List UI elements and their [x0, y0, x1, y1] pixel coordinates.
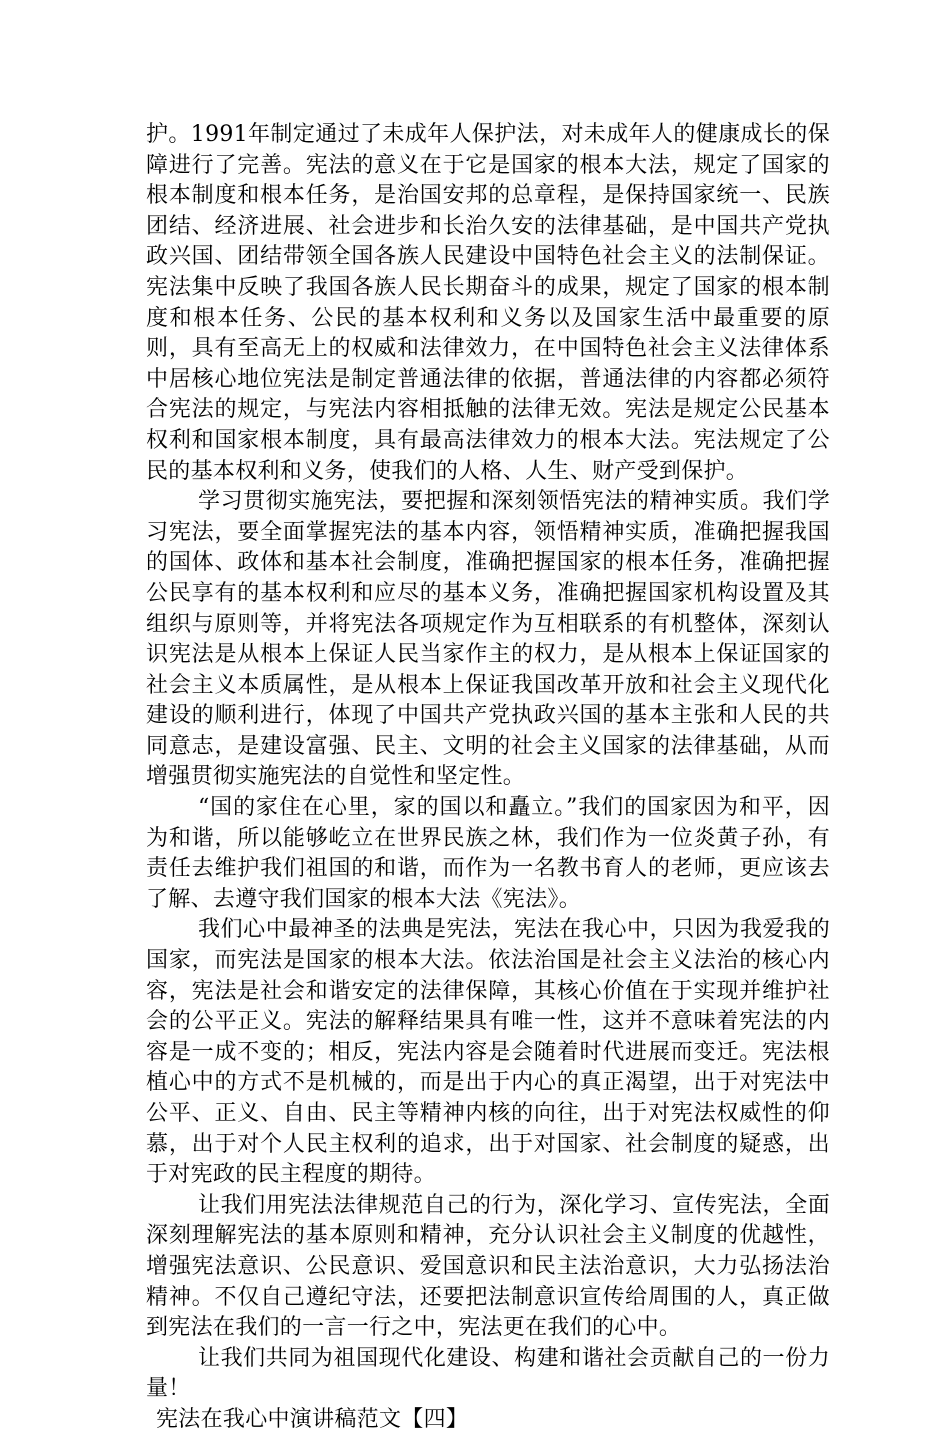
document-page — [146, 120, 830, 1436]
paragraph-6: 让我们共同为祖国现代化建设、构建和谐社会贡献自己的一份力量！ — [146, 1345, 830, 1402]
paragraph-1: 护。1991年制定通过了未成年人保护法，对未成年人的健康成长的保障进行了完善。宪法的意义在于它是国家的根本大法，规定了国家的根本制度和根本任务，是治国安邦的总章程，是保持国家统一、民族团结、经济进展、社会进步和长治久安的法律基础，是中国共产党执政兴国、团结带领全国各族人民建设中国特色社会主义的法制保证。宪法集中反映了我国各族人民长期奋斗的成果，规定了国家的根本制度和根本任务、公民的基本权利和义务以及国家生活中最重要的原则，具有至高无上的权威和法律效力，在中国特色社会主义法律体系中居核心地位宪法是制定普通法律的依据，普通法律的内容都必须符合宪法的规定，与宪法内容相抵触的法律无效。宪法是规定公民基本权利和国家根本制度，具有最高法律效力的根本大法。宪法规定了公民的基本权利和义务，使我们的人格、人生、财产受到保护。 — [146, 122, 830, 484]
paragraph-2: 学习贯彻实施宪法，要把握和深刻领悟宪法的精神实质。我们学习宪法，要全面掌握宪法的基本内容，领悟精神实质，准确把握我国的国体、政体和基本社会制度，准确把握国家的根本任务，准确把握公民享有的基本权利和应尽的基本义务，准确把握国家机构设置及其组织与原则等，并将宪法各项规定作为互相联系的有机整体，深刻认识宪法是从根本上保证人民当家作主的权力，是从根本上保证国家的社会主义本质属性，是从根本上保证我国改革开放和社会主义现代化建设的顺利进行，体现了中国共产党执政兴国的基本主张和人民的共同意志，是建设富强、民主、文明的社会主义国家的法律基础，从而增强贯彻实施宪法的自觉性和坚定性。 — [146, 489, 830, 790]
section-heading: 宪法在我心中演讲稿范文【四】 — [156, 1406, 469, 1432]
paragraph-5: 让我们用宪法法律规范自己的行为，深化学习、宣传宪法，全面深刻理解宪法的基本原则和精神，充分认识社会主义制度的优越性，增强宪法意识、公民意识、爱国意识和民主法治意识，大力弘扬法治精神。不仅自己遵纪守法，还要把法制意识宣传给周围的人，真正做到宪法在我们的一言一行之中，宪法更在我们的心中。 — [146, 1192, 830, 1341]
paragraph-4: 我们心中最神圣的法典是宪法，宪法在我心中，只因为我爱我的国家，而宪法是国家的根本大法。依法治国是社会主义法治的核心内容，宪法是社会和谐安定的法律保障，其核心价值在于实现并维护社会的公平正义。宪法的解释结果具有唯一性，这并不意味着宪法的内容是一成不变的；相反，宪法内容是会随着时代进展而变迁。宪法根植心中的方式不是机械的，而是出于内心的真正渴望，出于对宪法中公平、正义、自由、民主等精神内核的向往，出于对宪法权威性的仰慕，出于对个人民主权利的追求，出于对国家、社会制度的疑惑，出于对宪政的民主程度的期待。 — [146, 917, 830, 1188]
paragraph-3: “国的家住在心里，家的国以和矗立。”我们的国家因为和平，因为和谐，所以能够屹立在世界民族之林，我们作为一位炎黄子孙，有责任去维护我们祖国的和谐，而作为一名教书育人的老师，更应该去了解、去遵守我们国家的根本大法《宪法》。 — [146, 795, 830, 912]
